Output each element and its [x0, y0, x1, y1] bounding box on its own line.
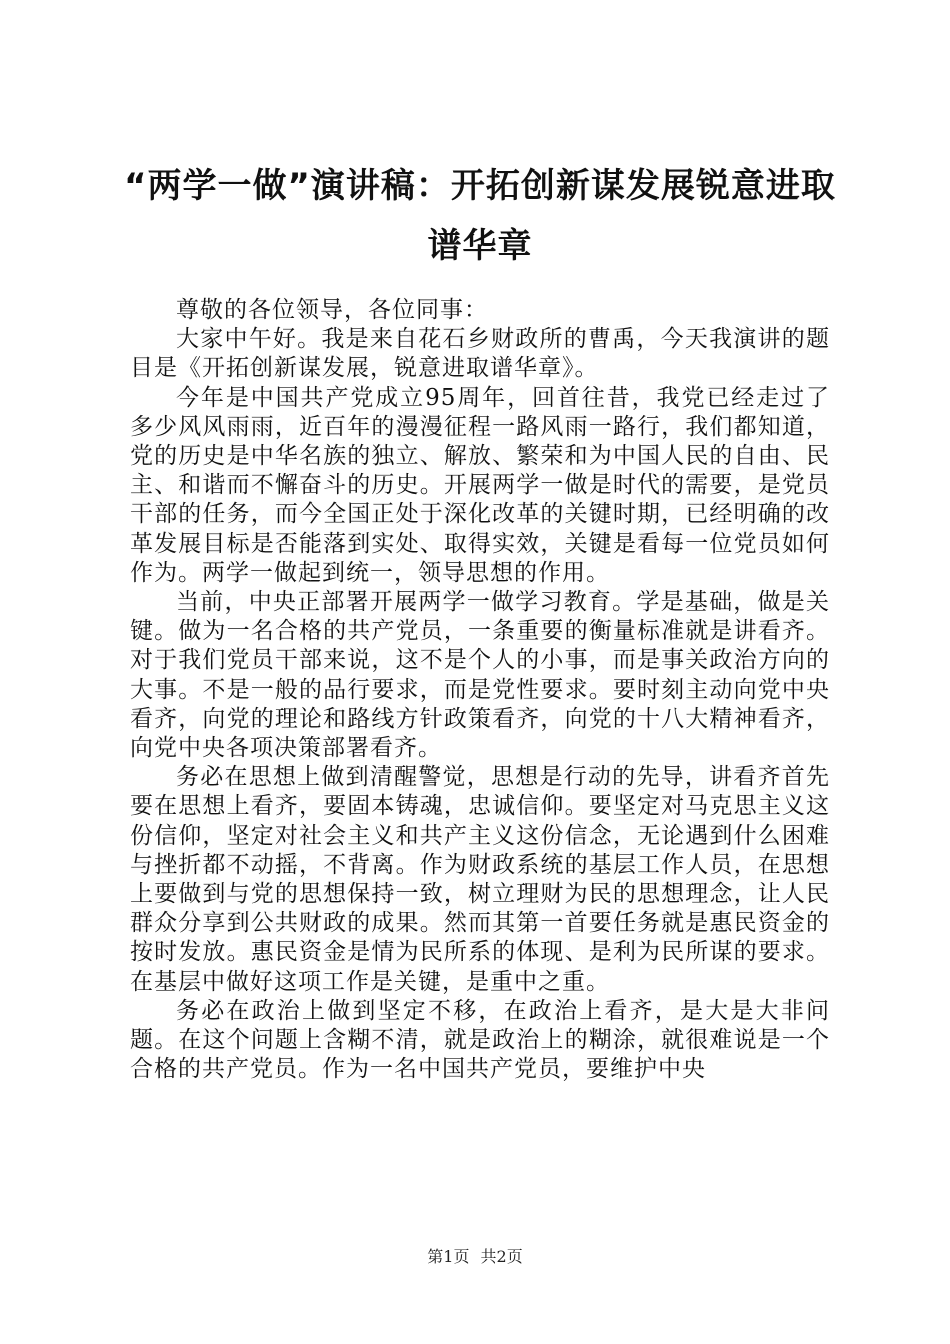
page-number: 第1页	[427, 1247, 470, 1266]
paragraph-history: 今年是中国共产党成立95周年，回首往昔，我党已经走过了多少风风雨雨，近百年的漫漫征程一路风雨一路行，我们都知道，党的历史是中华名族的独立、解放、繁荣和为中国人民的自由、民主、和谐而不懈奋斗的历史。开展两学一做是时代的需要，是党员干部的任务，而今全国正处于深化改革的关键时期，已经明确的改革发展目标是否能落到实处、取得实效，关键是看每一位党员如何作为。两学一做起到统一，领导思想的作用。	[130, 384, 830, 586]
paragraph-thought: 务必在思想上做到清醒警觉，思想是行动的先导，讲看齐首先要在思想上看齐，要固本铸魂，忠诚信仰。要坚定对马克思主义这份信仰，坚定对社会主义和共产主义这份信念，无论遇到什么困难与挫折都不动摇，不背离。作为财政系统的基层工作人员，在思想上要做到与党的思想保持一致，树立理财为民的思想理念，让人民群众分享到公共财政的成果。然而其第一首要任务就是惠民资金的按时发放。惠民资金是情为民所系的体现、是利为民所谋的要求。在基层中做好这项工作是关键，是重中之重。	[130, 764, 830, 995]
document-body	[130, 296, 830, 1084]
page-footer	[0, 1244, 950, 1267]
paragraph-alignment: 当前，中央正部署开展两学一做学习教育。学是基础，做是关键。做为一名合格的共产党员，一条重要的衡量标准就是讲看齐。对于我们党员干部来说，这不是个人的小事，而是事关政治方向的大事。不是一般的品行要求，而是党性要求。要时刻主动向党中央看齐，向党的理论和路线方针政策看齐，向党的十八大精神看齐，向党中央各项决策部署看齐。	[130, 589, 830, 762]
document-title: “两学一做”演讲稿：开拓创新谋发展锐意进取谱华章	[124, 166, 836, 266]
paragraph-salutation: 尊敬的各位领导，各位同事：	[176, 297, 488, 323]
page-total: 共2页	[480, 1247, 523, 1266]
paragraph-politics: 务必在政治上做到坚定不移，在政治上看齐，是大是大非问题。在这个问题上含糊不清，就是政治上的糊涂，就很难说是一个合格的共产党员。作为一名中国共产党员，要维护中央	[130, 997, 830, 1083]
paragraph-greeting: 大家中午好。我是来自花石乡财政所的曹禹，今天我演讲的题目是《开拓创新谋发展，锐意进取谱华章》。	[130, 326, 830, 382]
